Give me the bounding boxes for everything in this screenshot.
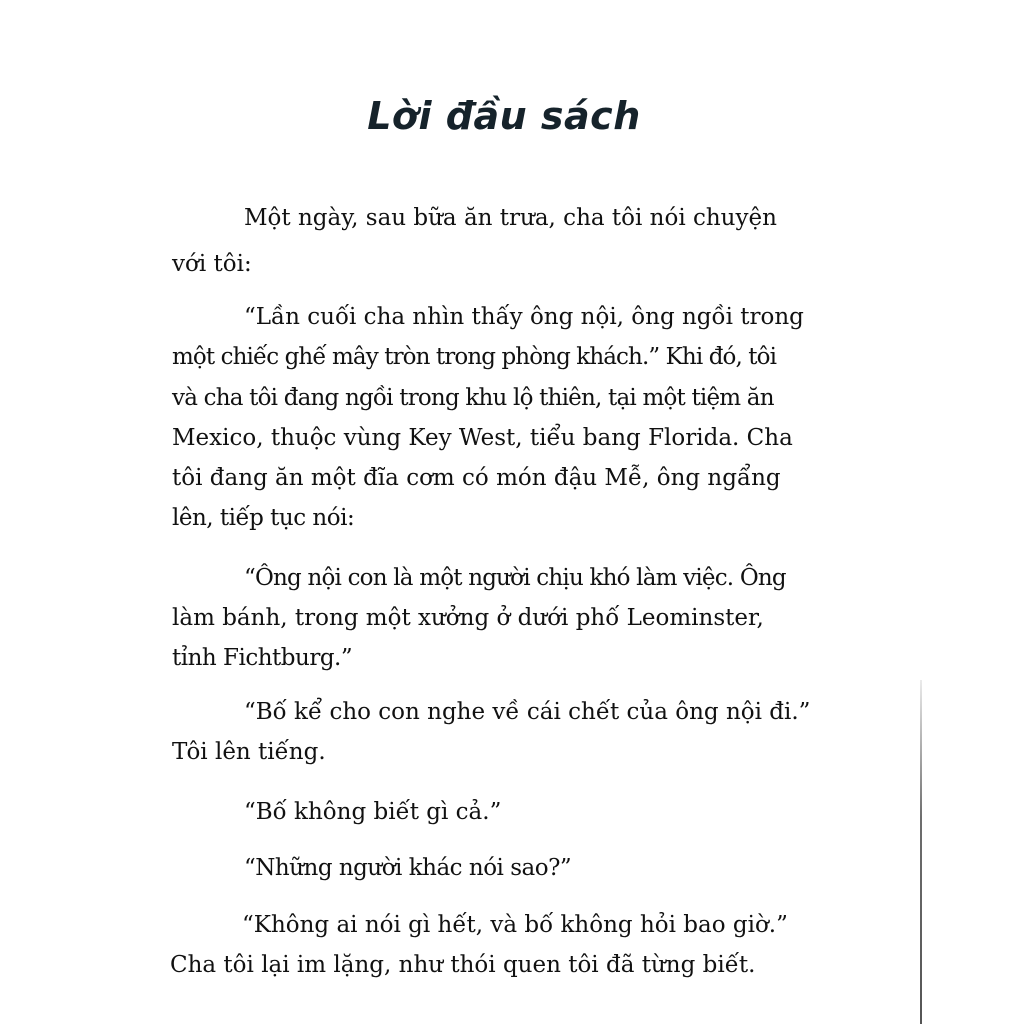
- text-line: “Bố không biết gì cả.”: [244, 799, 502, 825]
- text-line: lên, tiếp tục nói:: [172, 505, 355, 531]
- text-line: một chiếc ghế mây tròn trong phòng khách.” Khi đó, tôi: [172, 344, 777, 370]
- page-title: Lời đầu sách: [367, 94, 641, 138]
- text-line: Mexico, thuộc vùng Key West, tiểu bang Florida. Cha: [172, 425, 793, 451]
- text-line: và cha tôi đang ngồi trong khu lộ thiên, tại một tiệm ăn: [172, 385, 774, 411]
- text-line: tỉnh Fichtburg.”: [172, 645, 353, 671]
- text-line: Một ngày, sau bữa ăn trưa, cha tôi nói chuyện: [244, 205, 777, 231]
- text-line: với tôi:: [172, 251, 252, 277]
- text-line: “Bố kể cho con nghe về cái chết của ông nội đi.”: [244, 699, 811, 725]
- text-line: “Lần cuối cha nhìn thấy ông nội, ông ngồi trong: [244, 304, 804, 330]
- text-line: Tôi lên tiếng.: [172, 739, 326, 765]
- text-line: Cha tôi lại im lặng, như thói quen tôi đã từng biết.: [170, 952, 756, 978]
- text-line: “Những người khác nói sao?”: [244, 855, 572, 881]
- text-line: làm bánh, trong một xưởng ở dưới phố Leominster,: [172, 605, 764, 631]
- page-edge-line: [920, 680, 922, 1024]
- text-line: “Không ai nói gì hết, và bố không hỏi bao giờ.”: [242, 912, 788, 938]
- text-line: tôi đang ăn một đĩa cơm có món đậu Mễ, ông ngẩng: [172, 465, 781, 491]
- text-line: “Ông nội con là một người chịu khó làm việc. Ông: [244, 565, 786, 591]
